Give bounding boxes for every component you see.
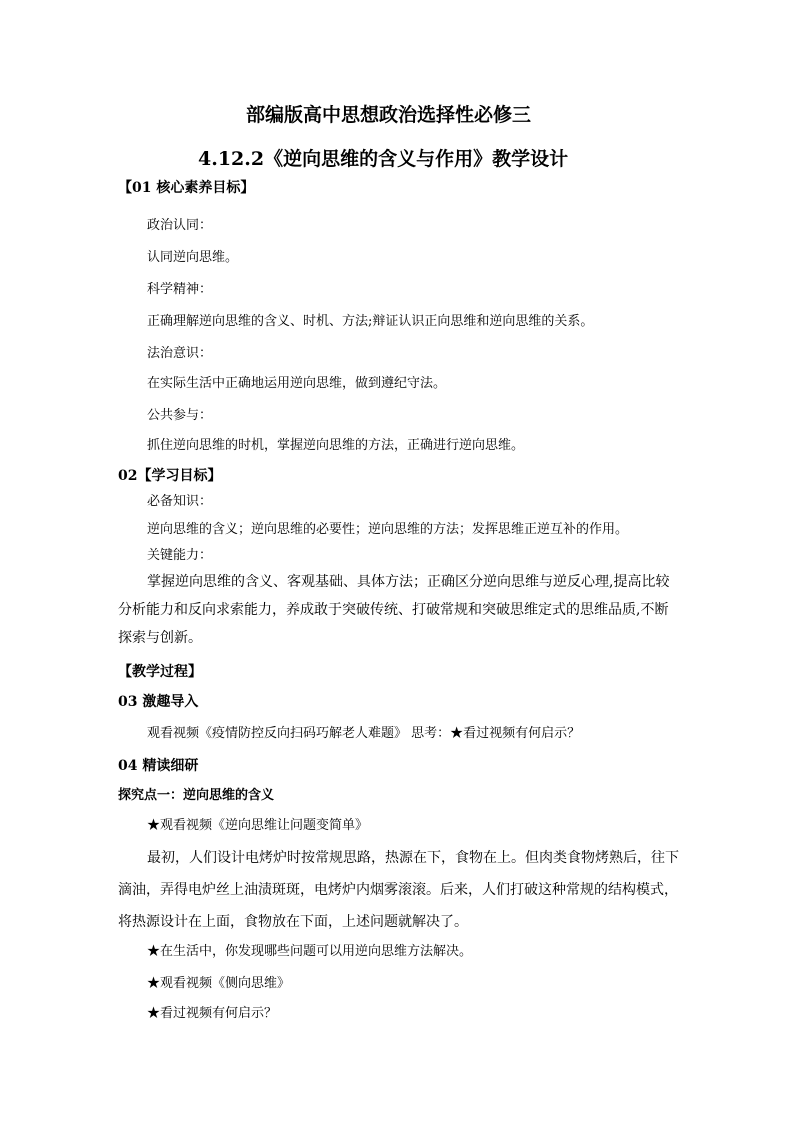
question-prompt-1: ★在生活中，你发现哪些问题可以用逆向思维方法解决。	[147, 944, 473, 959]
intro-text: 观看视频《疫情防控反向扫码巧解老人难题》 思考：★看过视频有何启示？	[147, 726, 581, 741]
goal-label-political: 政治认同：	[147, 218, 213, 233]
paragraph-line: 将热源设计在上面，食物放在下面，上述问题就解决了。	[118, 914, 468, 930]
page-subtitle: 4.12.2《逆向思维的含义与作用》教学设计	[198, 148, 569, 170]
question-prompt-2: ★看过视频有何启示？	[147, 1006, 278, 1021]
goal-text-law: 在实际生活中正确地运用逆向思维，做到遵纪守法。	[147, 376, 447, 391]
section-heading-teaching-process: 【教学过程】	[118, 664, 202, 680]
sub-heading-study: 04 精读细研	[118, 758, 199, 774]
section-heading-core-goals: 【01 核心素养目标】	[118, 180, 255, 196]
explore-point-title: 探究点一：逆向思维的含义	[118, 788, 275, 803]
page-title: 部编版高中思想政治选择性必修三	[246, 104, 532, 126]
goal-label-science: 科学精神：	[147, 282, 213, 297]
ability-line: 分析能力和反向求索能力，养成敢于突破传统、打破常规和突破思维定式的思维品质,不断	[118, 602, 669, 618]
goal-text-political: 认同逆向思维。	[147, 250, 239, 265]
knowledge-text: 逆向思维的含义；逆向思维的必要性；逆向思维的方法；发挥思维正逆互补的作用。	[147, 522, 629, 537]
knowledge-label: 必备知识：	[147, 494, 213, 509]
goal-text-science: 正确理解逆向思维的含义、时机、方法;辩证认识正向思维和逆向思维的关系。	[147, 314, 594, 329]
goal-label-law: 法治意识：	[147, 346, 213, 361]
paragraph-line: 最初，人们设计电烤炉时按常规思路，热源在下，食物在上。但肉类食物烤熟后，往下	[147, 850, 679, 866]
video-prompt-1: ★观看视频《逆向思维让问题变简单》	[147, 818, 369, 833]
goal-label-public: 公共参与：	[147, 408, 213, 423]
video-prompt-2: ★观看视频《侧向思维》	[147, 976, 291, 991]
goal-text-public: 抓住逆向思维的时机，掌握逆向思维的方法，正确进行逆向思维。	[147, 438, 525, 453]
ability-label: 关键能力：	[147, 548, 213, 563]
paragraph-line: 滴油，弄得电炉丝上油渍斑斑，电烤炉内烟雾滚滚。后来，人们打破这种常规的结构模式，	[118, 882, 678, 898]
ability-line: 探索与创新。	[118, 630, 202, 646]
section-heading-learning-goals: 02【学习目标】	[118, 468, 222, 484]
sub-heading-intro: 03 激趣导入	[118, 694, 199, 710]
ability-line: 掌握逆向思维的含义、客观基础、具体方法；正确区分逆向思维与逆反心理,提高比较	[147, 574, 670, 590]
